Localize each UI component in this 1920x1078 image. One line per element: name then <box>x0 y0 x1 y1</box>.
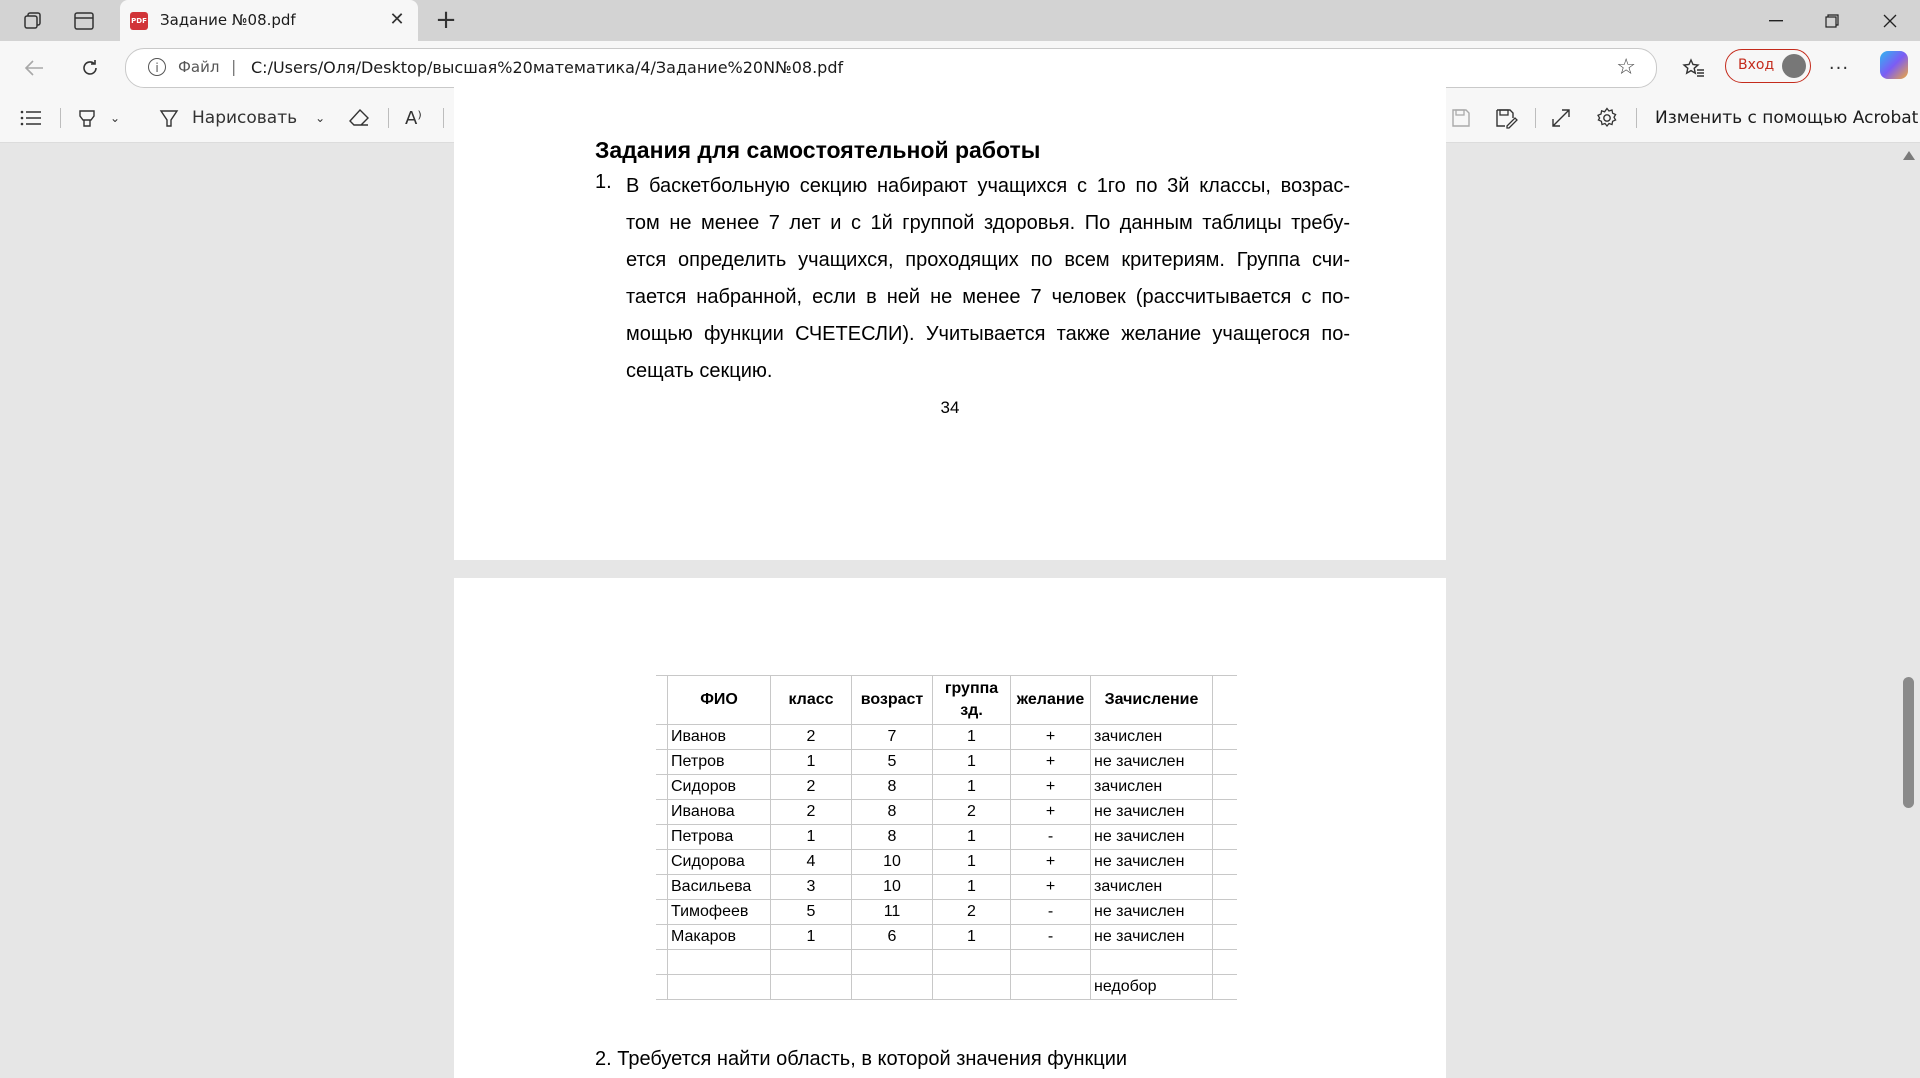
minimize-button[interactable] <box>1748 0 1804 41</box>
table-cell: 2 <box>771 775 852 800</box>
table-row <box>656 925 1237 950</box>
table-cell <box>1213 750 1238 775</box>
task-paragraph <box>626 168 1350 390</box>
table-cell <box>656 750 668 775</box>
refresh-button[interactable] <box>72 51 108 85</box>
table-cell: Тимофеев <box>668 900 771 925</box>
favorites-icon[interactable] <box>1677 51 1711 85</box>
table-cell: Петров <box>668 750 771 775</box>
highlighter-icon[interactable] <box>76 102 120 134</box>
table-cell: 1 <box>933 825 1011 850</box>
table-cell: зачислен <box>1091 725 1213 750</box>
column-header: возраст <box>852 676 933 725</box>
column-header: Зачисление <box>1091 676 1213 725</box>
table-cell: зачислен <box>1091 875 1213 900</box>
workspaces-icon[interactable] <box>19 8 47 34</box>
star-icon[interactable]: ☆ <box>1616 55 1636 80</box>
table-cell <box>852 950 933 975</box>
column-header: класс <box>771 676 852 725</box>
scheme-label: Файл <box>178 58 220 76</box>
gear-icon[interactable] <box>1596 102 1618 134</box>
close-window-button[interactable] <box>1862 0 1918 41</box>
table-cell: 1 <box>933 725 1011 750</box>
table-cell: 5 <box>852 750 933 775</box>
close-icon[interactable]: ✕ <box>389 8 405 30</box>
next-task-partial: 2. Требуется найти область, в которой значения функции <box>595 1048 1128 1070</box>
table-cell: не зачислен <box>1091 925 1213 950</box>
pdf-page <box>454 83 1446 560</box>
table-gutter <box>656 676 668 725</box>
table-cell <box>771 975 852 1000</box>
paragraph-line: тается набранной, если в ней не менее 7 человек (рассчитывается с по- <box>626 286 1350 308</box>
table-cell <box>1213 925 1238 950</box>
signin-label: Вход <box>1738 57 1775 73</box>
vertical-scrollbar[interactable] <box>1898 143 1920 1017</box>
toolbar-separator <box>1636 108 1637 128</box>
table-cell: - <box>1011 925 1091 950</box>
vertical-tabs-icon[interactable] <box>70 8 98 34</box>
tab-title: Задание №08.pdf <box>160 11 296 29</box>
table-cell <box>656 775 668 800</box>
separator: | <box>231 57 237 76</box>
table-cell: 1 <box>771 825 852 850</box>
toolbar-separator <box>443 108 444 128</box>
expand-icon[interactable] <box>1551 102 1571 134</box>
read-aloud-button[interactable]: A⁾ <box>405 107 422 129</box>
table-cell <box>656 975 668 1000</box>
table-cell: 8 <box>852 825 933 850</box>
table-cell: Макаров <box>668 925 771 950</box>
table-cell: 10 <box>852 875 933 900</box>
table-cell: - <box>1011 900 1091 925</box>
paragraph-line: сещать секцию. <box>626 360 773 382</box>
table-cell <box>668 950 771 975</box>
edit-with-acrobat-button[interactable]: Изменить с помощью Acrobat <box>1655 108 1919 128</box>
toolbar-separator <box>60 108 61 128</box>
save-as-icon[interactable] <box>1495 102 1517 134</box>
table-cell: 1 <box>771 750 852 775</box>
section-heading: Задания для самостоятельной работы <box>595 137 1041 163</box>
table-cell <box>656 825 668 850</box>
table-cell: 1 <box>933 775 1011 800</box>
table-cell <box>656 925 668 950</box>
table-cell <box>933 975 1011 1000</box>
column-header: группа зд. <box>933 676 1011 725</box>
table-cell <box>668 975 771 1000</box>
table-cell: 10 <box>852 850 933 875</box>
table-row <box>656 775 1237 800</box>
table-cell: 2 <box>771 725 852 750</box>
tab-strip <box>0 0 1920 41</box>
paragraph-line: мощью функции СЧЕТЕСЛИ). Учитывается также желание учащегося по- <box>626 323 1350 345</box>
table-cell: зачислен <box>1091 775 1213 800</box>
table-cell <box>1213 975 1238 1000</box>
table-cell <box>1213 825 1238 850</box>
table-row <box>656 825 1237 850</box>
table-header-row <box>656 676 1237 725</box>
eraser-icon[interactable] <box>348 102 370 134</box>
address-field[interactable] <box>125 48 1657 88</box>
document-viewport[interactable] <box>0 137 1920 1070</box>
more-icon[interactable]: ··· <box>1828 57 1850 79</box>
toolbar-separator <box>388 108 389 128</box>
table-cell: 1 <box>933 925 1011 950</box>
table-cell <box>1011 975 1091 1000</box>
table-cell: не зачислен <box>1091 900 1213 925</box>
table-cell: 1 <box>771 925 852 950</box>
table-cell: Васильева <box>668 875 771 900</box>
arrow-left-icon <box>24 59 44 77</box>
paragraph-line: том не менее 7 лет и с 1й группой здоровья. По данным таблицы требу- <box>626 212 1350 234</box>
table-cell <box>656 725 668 750</box>
table-cell: не зачислен <box>1091 750 1213 775</box>
info-icon[interactable]: i <box>148 58 166 76</box>
scrollbar-thumb[interactable] <box>1903 677 1914 808</box>
scroll-up-arrow-icon[interactable] <box>1903 151 1915 160</box>
table-cell <box>656 800 668 825</box>
draw-label: Нарисовать <box>192 108 298 128</box>
avatar <box>1782 54 1806 78</box>
table-row <box>656 725 1237 750</box>
table-row <box>656 875 1237 900</box>
tab-active[interactable] <box>120 0 418 41</box>
table-body <box>656 725 1237 1000</box>
pdf-file-icon: PDF <box>130 12 148 30</box>
table-row <box>656 950 1237 975</box>
table-cell <box>656 900 668 925</box>
table-cell: + <box>1011 800 1091 825</box>
pen-icon <box>158 107 180 129</box>
table-cell: 5 <box>771 900 852 925</box>
table-cell: 11 <box>852 900 933 925</box>
table-cell <box>1213 950 1238 975</box>
url-text[interactable]: C:/Users/Оля/Desktop/высшая%20математика/4/Задание%20N№08.pdf <box>251 58 844 77</box>
table-cell: - <box>1011 825 1091 850</box>
table-cell <box>1213 875 1238 900</box>
table-cell: 1 <box>933 850 1011 875</box>
new-tab-button[interactable]: + <box>435 5 457 35</box>
table-cell: 1 <box>933 875 1011 900</box>
table-cell: 8 <box>852 775 933 800</box>
table-row <box>656 750 1237 775</box>
table-cell <box>852 975 933 1000</box>
save-icon[interactable] <box>1451 102 1471 134</box>
table-cell: + <box>1011 875 1091 900</box>
paragraph-line: ется определить учащихся, проходящих по всем критериям. Группа счи- <box>626 249 1350 271</box>
restore-button[interactable] <box>1804 0 1860 41</box>
back-button[interactable] <box>16 51 52 85</box>
table-cell: Сидорова <box>668 850 771 875</box>
pdf-page <box>454 578 1446 1078</box>
table-cell <box>1213 850 1238 875</box>
table-cell <box>656 875 668 900</box>
table-cell <box>656 950 668 975</box>
signin-button[interactable] <box>1725 49 1811 83</box>
table-cell: 1 <box>933 750 1011 775</box>
table-cell <box>1213 900 1238 925</box>
table-cell <box>771 950 852 975</box>
table-cell: 3 <box>771 875 852 900</box>
table-cell: 4 <box>771 850 852 875</box>
table-cell: 2 <box>771 800 852 825</box>
table-cell <box>1091 950 1213 975</box>
students-table <box>656 675 1237 1000</box>
column-header: ФИО <box>668 676 771 725</box>
chevron-down-icon[interactable]: ⌄ <box>110 111 121 125</box>
page-number: 34 <box>940 398 960 417</box>
table-cell: + <box>1011 750 1091 775</box>
paragraph-line: В баскетбольную секцию набирают учащихся с 1го по 3й классы, возрас- <box>626 175 1350 197</box>
table-row <box>656 850 1237 875</box>
column-header: желание <box>1011 676 1091 725</box>
table-cell: не зачислен <box>1091 800 1213 825</box>
table-cell: не зачислен <box>1091 825 1213 850</box>
table-cell: + <box>1011 775 1091 800</box>
table-row <box>656 900 1237 925</box>
table-summary-row <box>656 975 1237 1000</box>
toolbar-separator <box>1535 108 1536 128</box>
table-cell: + <box>1011 850 1091 875</box>
table-cell: 6 <box>852 925 933 950</box>
table-cell <box>1213 775 1238 800</box>
table-cell: 2 <box>933 800 1011 825</box>
table-cell: Петрова <box>668 825 771 850</box>
table-cell: 8 <box>852 800 933 825</box>
list-icon[interactable] <box>20 102 42 134</box>
table-cell: Иванова <box>668 800 771 825</box>
table-cell: Сидоров <box>668 775 771 800</box>
table-cell <box>933 950 1011 975</box>
copilot-icon[interactable] <box>1880 51 1908 79</box>
table-cell: недобор <box>1091 975 1213 1000</box>
table-gutter <box>1213 676 1238 725</box>
table-cell: 7 <box>852 725 933 750</box>
table-cell: не зачислен <box>1091 850 1213 875</box>
draw-button[interactable] <box>158 102 325 134</box>
table-cell <box>1213 800 1238 825</box>
table-cell: Иванов <box>668 725 771 750</box>
table-row <box>656 800 1237 825</box>
chevron-down-icon[interactable]: ⌄ <box>315 111 326 125</box>
table-cell <box>1213 725 1238 750</box>
table-cell: + <box>1011 725 1091 750</box>
refresh-icon <box>80 58 100 78</box>
item-number: 1. <box>595 171 612 193</box>
table-cell <box>656 850 668 875</box>
table-cell: 2 <box>933 900 1011 925</box>
table-cell <box>1011 950 1091 975</box>
